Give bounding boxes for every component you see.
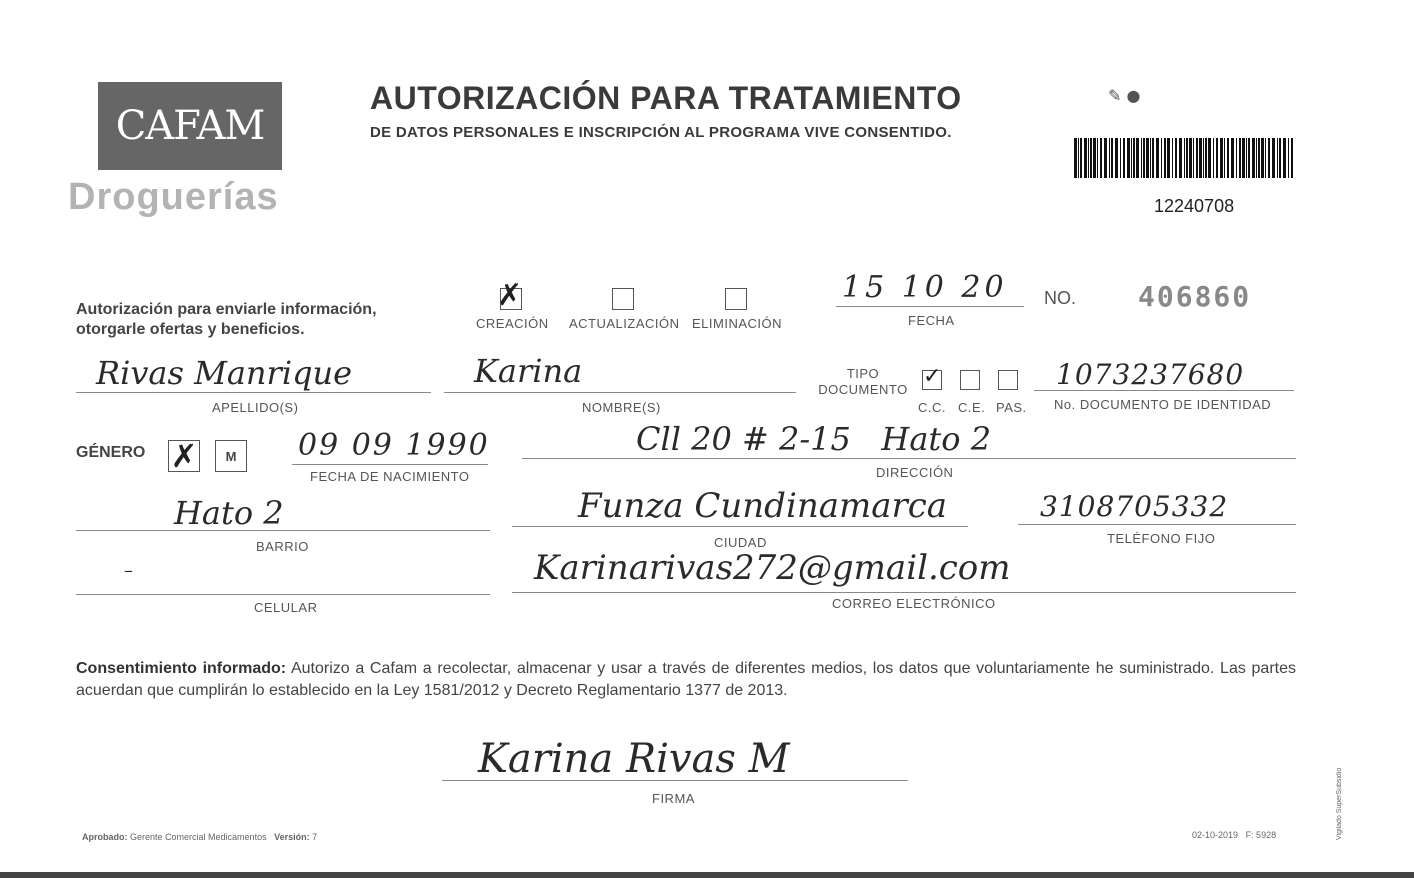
nombres-value[interactable]: Karina [474,352,583,390]
logo-text: CAFAM [115,103,265,149]
address-value[interactable]: Cll 20 # 2-15 Hato 2 [636,420,992,458]
doc-type-cc-label: C.C. [918,400,946,415]
signature-value[interactable]: Karina Rivas M [478,736,790,782]
telefono-label: TELÉFONO FIJO [1107,531,1216,546]
aprobado-label: Aprobado: [82,832,128,842]
apellidos-value[interactable]: Rivas Manrique [96,354,353,392]
email-line [512,592,1296,593]
aprobado-value: Gerente Comercial Medicamentos [130,832,267,842]
address-line [522,458,1296,459]
fecha-value[interactable]: 15 10 20 [842,270,1008,305]
tipo-documento-label: TIPO DOCUMENTO [818,366,908,397]
document-subtitle: DE DATOS PERSONALES E INSCRIPCIÓN AL PROGRAMA VIVE CONSENTIDO. [370,124,952,141]
checkbox-gender-f[interactable] [168,437,200,475]
birth-label: FECHA DE NACIMIENTO [310,469,470,484]
birth-value[interactable]: 09 09 1990 [298,428,490,463]
bottom-border [0,872,1414,878]
document-title: AUTORIZACIÓN PARA TRATAMIENTO [370,80,962,116]
genero-label: GÉNERO [76,444,146,461]
signature-label: FIRMA [652,791,695,806]
barcode-icon [1074,138,1296,178]
telefono-value[interactable]: 3108705332 [1040,490,1229,523]
consent-paragraph [76,658,1296,702]
label-eliminacion: ELIMINACIÓN [692,316,783,331]
doc-type-pas-label: PAS. [996,400,1027,415]
ciudad-line [512,526,968,527]
authorization-intro: Autorización para enviarle información, otorgarle ofertas y beneficios. [76,301,377,338]
vertical-note: Vigilado SuperSubsidio [1336,767,1343,840]
label-actualizacion: ACTUALIZACIÓN [569,316,680,331]
nombres-label: NOMBRE(S) [582,400,661,415]
fecha-label: FECHA [908,313,955,328]
barrio-value[interactable]: Hato 2 [174,494,284,532]
address-label: DIRECCIÓN [876,465,954,480]
footer-approval [82,832,317,842]
footer-date: 02-10-2019 [1192,830,1239,840]
telefono-line [1018,524,1296,525]
consent-text: Autorizo a Cafam a recolectar, almacenar y usar a través de diferentes medios, los datos que voluntariamente he suministrado. Las partes acuerdan que cumplirán lo establecido en la Ley 1581/2012 y Decreto Reglamentario 1377 de 2013. [76,660,1297,699]
barrio-line [76,530,490,531]
brand-subtitle: Droguerías [68,176,279,218]
checkbox-pas[interactable] [998,370,1018,390]
checkbox-gender-m[interactable] [215,440,247,472]
footer-code: F: 5928 [1245,830,1277,840]
gender-m-label: M [225,448,237,464]
footer-date-code [1192,830,1276,840]
fecha-line [836,306,1024,307]
checkmark-icon: ✗ [497,278,523,313]
consent-lead: Consentimiento informado: [76,660,287,677]
nombres-line [444,392,796,393]
email-value[interactable]: Karinarivas272@gmail.com [534,548,1011,588]
doc-number-label: No. DOCUMENTO DE IDENTIDAD [1054,397,1272,412]
birth-line [292,464,488,465]
barcode-number: 12240708 [1154,196,1235,216]
doc-number-line [1034,390,1294,391]
celular-value[interactable]: – [124,560,133,581]
signature-line [442,780,908,781]
form-number: 406860 [1138,280,1252,313]
version-label: Versión: [274,832,310,842]
ink-mark-icon: ✎ ● [1108,86,1141,105]
celular-label: CELULAR [254,600,318,615]
checkbox-ce[interactable] [960,370,980,390]
cafam-logo [98,82,282,170]
ciudad-label: CIUDAD [714,535,767,550]
checkbox-actualizacion[interactable] [612,288,634,310]
apellidos-line [76,392,431,393]
checkmark-icon: ✗ [170,437,198,475]
version-value: 7 [312,832,318,842]
label-creacion: CREACIÓN [476,316,549,331]
apellidos-label: APELLIDO(S) [212,400,299,415]
doc-type-ce-label: C.E. [958,400,986,415]
doc-number-value[interactable]: 1073237680 [1056,358,1245,391]
ciudad-value[interactable]: Funza Cundinamarca [578,486,948,526]
email-label: CORREO ELECTRÓNICO [832,596,996,611]
checkmark-icon: ✓ [923,364,942,389]
barrio-label: BARRIO [256,539,309,554]
number-label: NO. [1044,288,1077,308]
celular-line [76,594,490,595]
checkbox-eliminacion[interactable] [725,288,747,310]
